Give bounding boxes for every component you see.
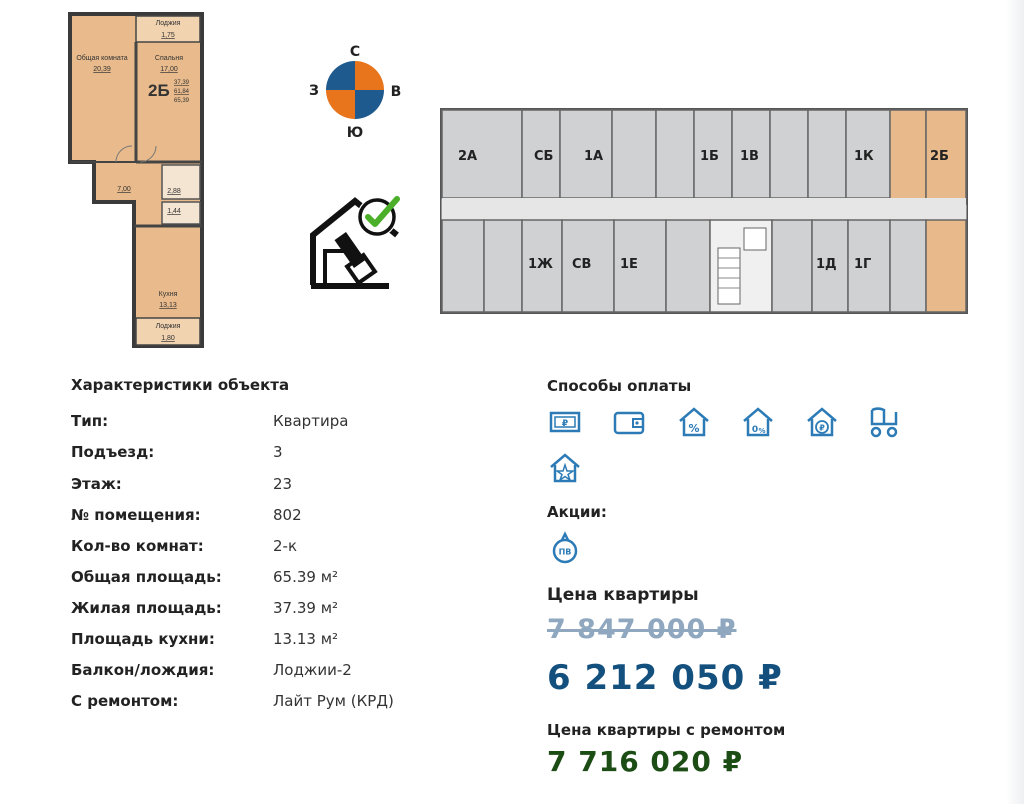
char-row-balcony — [71, 661, 531, 681]
apartment-floor-plan — [66, 12, 206, 348]
char-row-rooms — [71, 537, 531, 557]
loggia-top-area: 1,75 — [161, 32, 175, 39]
kitchen-label: Кухня — [158, 291, 178, 298]
loggia-bottom-label: Лоджия — [155, 323, 181, 330]
living-room-label: Общая комната — [76, 55, 128, 62]
char-value: Квартира — [273, 412, 349, 430]
char-row-room-number — [71, 506, 531, 526]
char-value: Лайт Рум (КРД) — [273, 692, 394, 710]
char-row-floor — [71, 475, 531, 495]
char-label: № помещения: — [71, 506, 201, 524]
char-label: Этаж: — [71, 475, 122, 493]
compass-west: З — [309, 83, 319, 99]
compass-north: С — [349, 44, 361, 60]
bathroom-area: 2,88 — [167, 188, 181, 195]
unit-label-sv: СВ — [572, 257, 592, 272]
char-value: 802 — [273, 506, 302, 524]
char-value: 65.39 м² — [273, 568, 339, 586]
char-value: 13.13 м² — [273, 630, 339, 648]
svg-text:0: 0 — [751, 425, 759, 435]
promotions-title: Акции: — [547, 503, 607, 521]
char-row-type — [71, 412, 531, 432]
unit-label-2b: 2Б — [930, 149, 949, 164]
svg-text:%: % — [758, 427, 766, 435]
unit-label-1zh: 1Ж — [528, 257, 553, 272]
area-total-no-loggia: 61,84 — [174, 89, 190, 95]
char-value: 23 — [273, 475, 293, 493]
loggia-bottom-area: 1,80 — [161, 335, 175, 342]
unit-label-1g: 1Г — [854, 257, 872, 272]
svg-text:₽: ₽ — [819, 423, 825, 433]
char-value: 3 — [273, 443, 283, 461]
unit-label-1a: 1А — [584, 149, 604, 164]
unit-label-sb: СБ — [534, 149, 554, 164]
star-house-icon[interactable] — [547, 450, 583, 486]
price-with-renovation: 7 716 020 ₽ — [547, 745, 744, 778]
unit-label-1e: 1Е — [620, 257, 638, 272]
unit-label-1v: 1В — [740, 149, 759, 164]
cash-icon[interactable] — [547, 404, 583, 440]
compass-south: Ю — [346, 125, 364, 140]
unit-label-1b: 1Б — [700, 149, 719, 164]
char-label: Жилая площадь: — [71, 599, 222, 617]
compass-east: В — [390, 84, 402, 100]
area-living: 37,39 — [174, 80, 190, 86]
char-row-renovation — [71, 692, 531, 712]
unit-label-2a: 2А — [458, 149, 478, 164]
char-label: Подъезд: — [71, 443, 155, 461]
page-edge-shadow — [1006, 0, 1024, 804]
char-label: Кол-во комнат: — [71, 537, 204, 555]
kitchen-area: 13,13 — [159, 302, 177, 309]
characteristics-title: Характеристики объекта — [71, 376, 290, 394]
char-label: Тип: — [71, 412, 109, 430]
compass-rose-icon — [305, 40, 405, 140]
apartment-type-label: 2Б — [148, 81, 170, 100]
living-room-area: 20,39 — [93, 66, 111, 73]
ruble-house-icon[interactable] — [804, 404, 840, 440]
promo-tag-icon[interactable] — [547, 530, 583, 566]
char-row-living-area — [71, 599, 531, 619]
char-value: Лоджии-2 — [273, 661, 352, 679]
price-with-renovation-title: Цена квартиры с ремонтом — [547, 721, 786, 739]
wallet-icon[interactable] — [611, 404, 647, 440]
area-total: 65,39 — [174, 98, 190, 104]
char-label: С ремонтом: — [71, 692, 179, 710]
price-title: Цена квартиры — [547, 585, 699, 605]
building-floor-plan — [440, 108, 968, 314]
char-label: Балкон/лождия: — [71, 661, 215, 679]
char-value: 37.39 м² — [273, 599, 339, 617]
old-price: 7 847 000 ₽ — [547, 614, 737, 645]
char-row-total-area — [71, 568, 531, 588]
wc-area: 1,44 — [167, 208, 181, 215]
svg-text:%: % — [688, 422, 700, 435]
char-row-entrance — [71, 443, 531, 463]
char-label: Площадь кухни: — [71, 630, 215, 648]
unit-label-1k: 1К — [854, 149, 874, 164]
unit-label-1d: 1Д — [816, 257, 837, 272]
loggia-top-label: Лоджия — [155, 20, 181, 27]
promo-tag-text: ПВ — [558, 547, 572, 557]
renovation-house-icon — [305, 193, 405, 293]
baby-stroller-icon[interactable] — [866, 404, 902, 440]
svg-text:₽: ₽ — [561, 419, 569, 429]
bedroom-label: Спальня — [154, 55, 184, 62]
char-row-kitchen-area — [71, 630, 531, 650]
payment-methods-title: Способы оплаты — [547, 377, 692, 395]
mortgage-percent-icon[interactable] — [676, 404, 712, 440]
hall-area: 7,00 — [117, 186, 131, 193]
bedroom-area: 17,00 — [160, 66, 178, 73]
mortgage-low-percent-icon[interactable] — [740, 404, 776, 440]
char-value: 2-к — [273, 537, 298, 555]
current-price: 6 212 050 ₽ — [547, 658, 783, 698]
char-label: Общая площадь: — [71, 568, 222, 586]
